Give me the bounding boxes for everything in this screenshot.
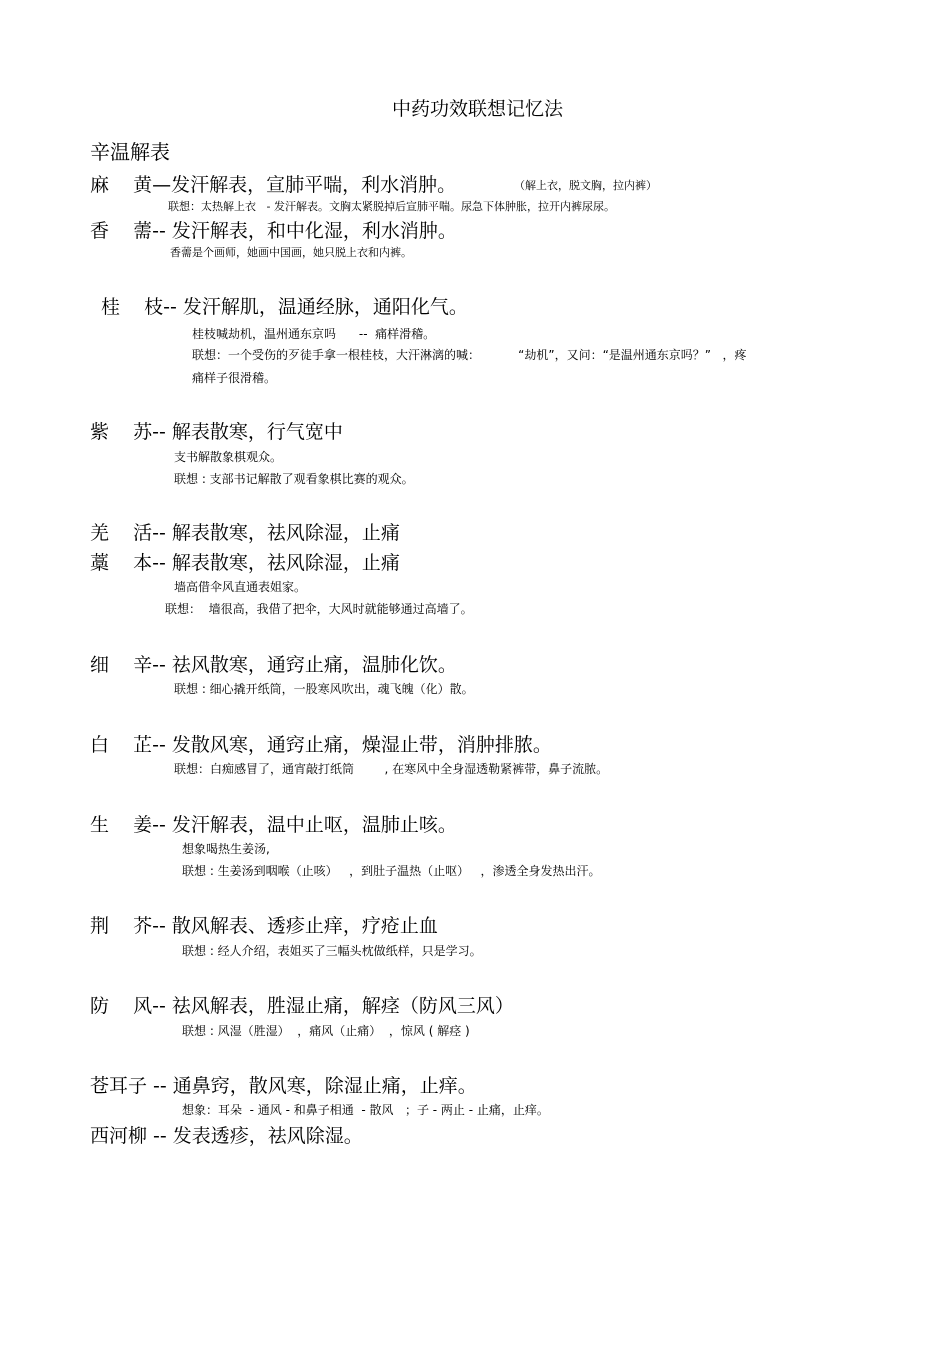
herb-jingjie-note: 联想 : 经人介绍，表姐买了三幅头枕做纸样，只是学习。	[182, 944, 482, 958]
herb-guizhi: 桂 枝-- 发汗解肌，温通经脉，通阳化气。	[101, 296, 468, 318]
herb-zisu: 紫 苏-- 解表散寒，行气宽中	[90, 421, 343, 443]
herb-xiangru: 香 薷-- 发汗解表，和中化湿，利水消肿。	[90, 220, 457, 242]
herb-zisu-note-2: 联想 : 支部书记解散了观看象棋比赛的观众。	[174, 472, 414, 486]
herb-jingjie: 荆 芥-- 散风解表、透疹止痒，疗疮止血	[90, 915, 438, 937]
herb-xixin: 细 辛-- 祛风散寒，通窍止痛，温肺化饮。	[90, 654, 457, 676]
herb-fangfeng: 防 风-- 祛风解表，胜湿止痛，解痉（防风三风）	[90, 995, 514, 1017]
document-title: 中药功效联想记忆法	[392, 98, 564, 120]
herb-guizhi-note-3: 痛样子很滑稽。	[192, 371, 277, 385]
herb-guizhi-note-2: 联想：一个受伤的歹徒手拿一根桂枝，大汗淋漓的喊： “劫机”，又问：“是温州通东京吗？” ，疼	[192, 348, 747, 362]
herb-shengjiang-note-1: 想象喝热生姜汤,	[182, 842, 270, 856]
herb-mahuang: 麻 黄—发汗解表，宣肺平喘，利水消肿。	[90, 174, 457, 196]
herb-mahuang-aside: （解上衣，脱文胸，拉内裤）	[514, 179, 657, 192]
herb-qianghuo: 羌 活-- 解表散寒，祛风除湿，止痛	[90, 522, 400, 544]
herb-shengjiang: 生 姜-- 发汗解表，温中止呕，温肺止咳。	[90, 814, 457, 836]
herb-guizhi-note-1: 桂枝喊劫机，温州通东京吗 -- 痛样滑稽。	[192, 327, 436, 341]
herb-cangerzi: 苍耳子 -- 通鼻窍，散风寒，除湿止痛，止痒。	[90, 1075, 477, 1097]
herb-fangfeng-note: 联想 : 风湿（胜湿） ，痛风（止痛） ，惊风 ( 解痉 )	[182, 1024, 470, 1038]
herb-baizhi-note: 联想：白痴感冒了，通宵敲打纸筒 , 在寒风中全身湿透勒紧裤带，鼻子流脓。	[174, 762, 609, 776]
herb-xiheliu: 西河柳 -- 发表透疹，祛风除湿。	[90, 1125, 363, 1147]
herb-xiangru-note: 香薷是个画师，她画中国画，她只脱上衣和内裤。	[170, 246, 412, 259]
herb-mahuang-note: 联想：太热解上衣 - 发汗解表。文胸太紧脱掉后宣肺平喘。尿急下体肿胀，拉开内裤尿尿。	[168, 200, 615, 213]
herb-zisu-note-1: 支书解散象棋观众。	[174, 450, 283, 464]
herb-shengjiang-note-2: 联想 : 生姜汤到咽喉（止咳） ，到肚子温热（止呕） ，渗透全身发热出汗。	[182, 864, 601, 878]
herb-cangerzi-note: 想象：耳朵 - 通风 - 和鼻子相通 - 散风 ；子 - 两止 - 止痛，止痒。	[182, 1103, 549, 1117]
herb-baizhi: 白 芷-- 发散风寒，通窍止痛，燥湿止带，消肿排脓。	[90, 734, 552, 756]
herb-xixin-note: 联想 : 细心撬开纸筒，一股寒风吹出，魂飞魄（化）散。	[174, 682, 474, 696]
section-heading: 辛温解表	[90, 140, 170, 164]
herb-gaoben: 藁 本-- 解表散寒，祛风除湿，止痛	[90, 552, 400, 574]
herb-gaoben-note-2: 联想： 墙很高，我借了把伞，大风时就能够通过高墙了。	[165, 602, 473, 616]
herb-gaoben-note-1: 墙高借伞风直通表姐家。	[174, 580, 307, 594]
